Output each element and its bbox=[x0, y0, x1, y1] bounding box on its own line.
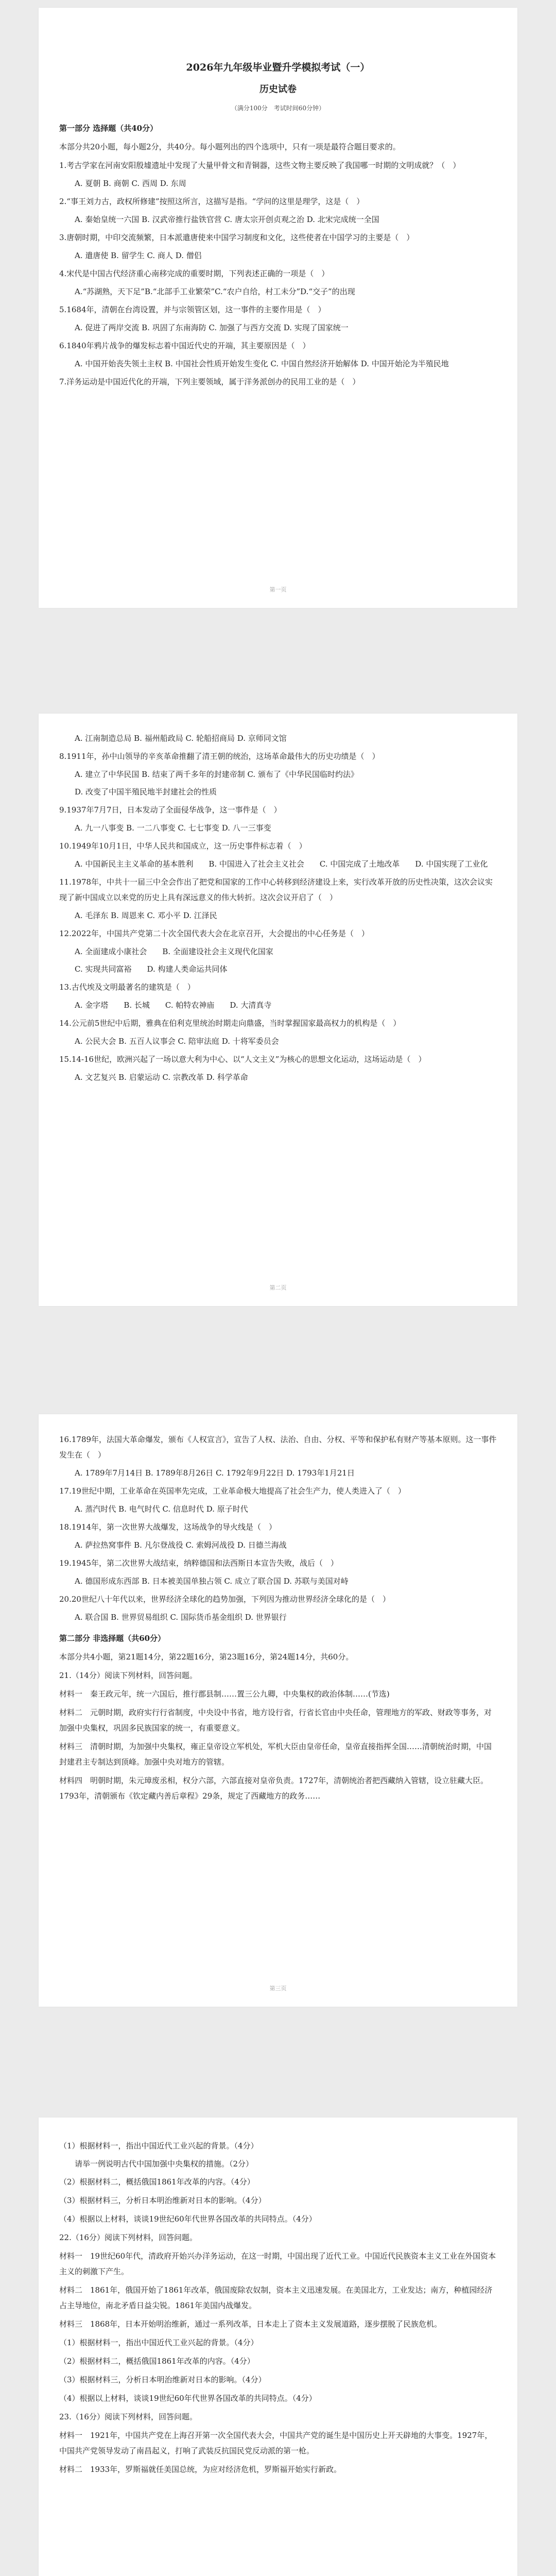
question-9-options: A. 九一八事变 B. 一二八事变 C. 七七事变 D. 八一三事变 bbox=[75, 823, 271, 833]
question-8-options-b: D. 改变了中国半殖民地半封建社会的性质 bbox=[75, 787, 217, 796]
part1-desc: 本部分共20小题，每小题2分，共40分。每小题列出的四个选项中，只有一项是最符合题目要求的。 bbox=[59, 142, 401, 151]
material-3: 材料三 清朝时期，为加强中央集权，雍正皇帝设立军机处，军机大臣由皇帝任命，皇帝直接指挥全国……清朝统治时期，中国封建君主专制达到顶峰。加强中央对地方的管辖。 bbox=[59, 1742, 492, 1767]
question-15-options: A. 文艺复兴 B. 启蒙运动 C. 宗教改革 D. 科学革命 bbox=[75, 1073, 248, 1082]
question-5-options: A. 促进了两岸交流 B. 巩固了东南海防 C. 加强了与西方交流 D. 实现了国家统一 bbox=[75, 323, 349, 332]
material-2: 材料二 元朝时期，政府实行行省制度，中央设中书省，地方设行省，行省长官由中央任命，管理地方的军政、财政等事务，对加强中央集权，巩固多民族国家的统一，有重要意义。 bbox=[59, 1708, 492, 1733]
question-10: 10.1949年10月1日，中华人民共和国成立，这一历史事件标志着（ ） bbox=[59, 841, 307, 851]
question-18-options: A. 萨拉热窝事件 B. 凡尔登战役 C. 索姆河战役 D. 日德兰海战 bbox=[75, 1540, 287, 1550]
question-5: 5.1684年，清朝在台湾设置，并与宗领管区划，这一事件的主要作用是（ ） bbox=[59, 305, 326, 314]
exam-note: （满分100分 考试时间60分钟） bbox=[231, 105, 325, 112]
question-21-sub-1b: 请举一例说明古代中国加强中央集权的措施。（2分） bbox=[75, 2159, 254, 2168]
page-4 bbox=[39, 2117, 517, 2576]
part2-desc: 本部分共4小题，第21题14分，第22题16分，第23题16分，第24题14分，共60分。 bbox=[59, 1652, 354, 1662]
question-22-sub-3: （3）根据材料三，分析日本明治维新对日本的影响。（4分） bbox=[59, 2375, 266, 2384]
question-17-options: A. 蒸汽时代 B. 电气时代 C. 信息时代 D. 原子时代 bbox=[75, 1504, 248, 1514]
page-number: 第一页 bbox=[269, 586, 287, 593]
question-12-options-b: C. 实现共同富裕 D. 构建人类命运共同体 bbox=[75, 964, 228, 974]
question-1: 1.考古学家在河南安阳殷墟遗址中发现了大量甲骨文和青铜器，这些文物主要反映了我国哪一时期的文明成就？（ ） bbox=[59, 161, 461, 170]
question-10-options: A. 中国新民主主义革命的基本胜利 B. 中国进入了社会主义社会 C. 中国完成了土地改革 D. 中国实现了工业化 bbox=[75, 859, 488, 869]
question-4-options: A.“苏湖熟，天下足”B.“北部手工业繁荣”C.“农户自给，村工未分”D.“交子”的出现 bbox=[75, 287, 355, 296]
q22-material-2: 材料二 1861年，俄国开始了1861年改革，俄国废除农奴制，资本主义迅速发展。在美国北方，工业发达；南方，种植园经济占主导地位，南北矛盾日益尖锐。1861年美国内战爆发。 bbox=[59, 2285, 493, 2310]
question-7-options: A. 江南制造总局 B. 福州船政局 C. 轮船招商局 D. 京师同文馆 bbox=[75, 734, 287, 743]
question-20: 20.20世纪八十年代以来，世界经济全球化的趋势加强，下列因为推动世界经济全球化的是（ ） bbox=[59, 1595, 390, 1604]
question-13: 13.古代埃及文明最著名的建筑是（ ） bbox=[59, 982, 195, 992]
question-3: 3.唐朝时期，中印交流频繁，日本派遣唐使来中国学习制度和文化，这些使者在中国学习的主要是（ ） bbox=[59, 233, 414, 242]
question-14: 14.公元前5世纪中后期，雅典在伯利克里统治时期走向鼎盛，当时掌握国家最高权力的机构是（ ） bbox=[59, 1019, 401, 1028]
question-21-sub-3: （3）根据材料三，分析日本明治维新对日本的影响。（4分） bbox=[59, 2196, 266, 2205]
question-8: 8.1911年，孙中山领导的辛亥革命推翻了清王朝的统治，这场革命最伟大的历史功绩是（ ） bbox=[59, 752, 380, 761]
q22-material-1: 材料一 19世纪60年代，清政府开始兴办洋务运动，在这一时期，中国出现了近代工业。中国近代民族资本主义工业在外国资本主义的刺激下产生。 bbox=[59, 2251, 496, 2276]
exam-subject: 历史试卷 bbox=[259, 84, 297, 95]
question-1-options: A. 夏朝 B. 商朝 C. 西周 D. 东周 bbox=[75, 179, 186, 188]
page-number: 第三页 bbox=[269, 1985, 287, 1992]
question-21-sub-2: （2）根据材料二，概括俄国1861年改革的内容。（4分） bbox=[59, 2177, 255, 2187]
question-16-options: A. 1789年7月14日 B. 1789年8月26日 C. 1792年9月22日 D. 1793年1月21日 bbox=[75, 1468, 355, 1478]
question-18: 18.1914年，第一次世界大战爆发，这场战争的导火线是（ ） bbox=[59, 1522, 277, 1532]
question-22-sub-2: （2）根据材料二，概括俄国1861年改革的内容。（4分） bbox=[59, 2357, 255, 2366]
question-21: 21.（14分）阅读下列材料，回答问题。 bbox=[59, 1671, 197, 1680]
question-6: 6.1840年鸦片战争的爆发标志着中国近代史的开端，其主要原因是（ ） bbox=[59, 341, 310, 350]
question-12-options: A. 全面建成小康社会 B. 全面建设社会主义现代化国家 bbox=[75, 947, 273, 956]
question-8-options: A. 建立了中华民国 B. 结束了两千多年的封建帝制 C. 颁布了《中华民国临时约法》 bbox=[75, 770, 358, 779]
q23-material-1: 材料一 1921年，中国共产党在上海召开第一次全国代表大会，中国共产党的诞生是中国历史上开天辟地的大事变。1927年，中国共产党领导发动了南昌起义，打响了武装反抗国民党反动派的第一枪。 bbox=[59, 2431, 493, 2455]
question-12: 12.2022年，中国共产党第二十次全国代表大会在北京召开，大会提出的中心任务是（ ） bbox=[59, 929, 370, 938]
page-2 bbox=[39, 714, 517, 1306]
question-11-options: A. 毛泽东 B. 周恩来 C. 邓小平 D. 江泽民 bbox=[75, 911, 217, 920]
question-15: 15.14-16世纪，欧洲兴起了一场以意大利为中心、以“人文主义”为核心的思想文化运动，这场运动是（ ） bbox=[59, 1055, 426, 1064]
question-6-options: A. 中国开始丧失领土主权 B. 中国社会性质开始发生变化 C. 中国自然经济开始解体 D. 中国开始沦为半殖民地 bbox=[75, 359, 449, 368]
question-22-sub-1: （1）根据材料一，指出中国近代工业兴起的背景。（4分） bbox=[59, 2338, 258, 2347]
q23-material-2: 材料二 1933年，罗斯福就任美国总统，为应对经济危机，罗斯福开始实行新政。 bbox=[59, 2465, 342, 2474]
question-4: 4.宋代是中国古代经济重心南移完成的重要时期，下列表述正确的一项是（ ） bbox=[59, 269, 329, 278]
page-3 bbox=[39, 1414, 517, 2007]
q22-material-3: 材料三 1868年，日本开始明治维新，通过一系列改革，日本走上了资本主义发展道路，逐步摆脱了民族危机。 bbox=[59, 2319, 442, 2329]
exam-title: 2026年九年级毕业暨升学模拟考试（一） bbox=[186, 62, 370, 73]
question-23: 23.（16分）阅读下列材料，回答问题。 bbox=[59, 2412, 197, 2421]
page-1 bbox=[39, 8, 517, 608]
question-3-options: A. 遣唐使 B. 留学生 C. 商人 D. 僧侣 bbox=[75, 251, 202, 260]
question-13-options: A. 金字塔 B. 长城 C. 帕特农神庙 D. 大清真寺 bbox=[75, 1001, 272, 1010]
question-9: 9.1937年7月7日，日本发动了全面侵华战争，这一事件是（ ） bbox=[59, 805, 282, 815]
question-2-options: A. 秦始皇统一六国 B. 汉武帝推行盐铁官营 C. 唐太宗开创贞观之治 D. 北宋完成统一全国 bbox=[75, 215, 379, 224]
question-7: 7.洋务运动是中国近代化的开端，下列主要领域，属于洋务派创办的民用工业的是（ ） bbox=[59, 377, 360, 386]
part2-heading: 第二部分 非选择题（共60分） bbox=[59, 1634, 166, 1643]
part1-heading: 第一部分 选择题（共40分） bbox=[59, 124, 158, 133]
question-16: 16.1789年，法国大革命爆发，颁布《人权宣言》，宣告了人权、法治、自由、分权、平等和保护私有财产等基本原则。这一事件发生在（ ） bbox=[59, 1435, 497, 1460]
question-22-sub-4: （4）根据以上材料，谈谈19世纪60年代世界各国改革的共同特点。（4分） bbox=[59, 2394, 317, 2403]
material-1: 材料一 秦王政元年，统一六国后，推行郡县制……置三公九卿，中央集权的政治体制……(节选) bbox=[59, 1689, 390, 1699]
question-21-sub-1: （1）根据材料一，指出中国近代工业兴起的背景。（4分） bbox=[59, 2141, 258, 2150]
question-20-options: A. 联合国 B. 世界贸易组织 C. 国际货币基金组织 D. 世界银行 bbox=[75, 1613, 287, 1622]
material-4: 材料四 明朝时期，朱元璋废丞相，权分六部，六部直接对皇帝负责。1727年，清朝统治者把西藏纳入管辖，设立驻藏大臣。1793年，清朝颁布《钦定藏内善后章程》29条，规定了西藏地方的政务…… bbox=[59, 1776, 489, 1801]
question-2: 2.“事王刘力古，政权所修建”按照这所言，这描写是指。“学问的这里是理学，这是（ ） bbox=[59, 197, 364, 206]
question-21-sub-4: （4）根据以上材料，谈谈19世纪60年代世界各国改革的共同特点。（4分） bbox=[59, 2214, 317, 2224]
question-19: 19.1945年，第二次世界大战结束，纳粹德国和法西斯日本宣告失败，战后（ ） bbox=[59, 1558, 339, 1568]
question-22: 22.（16分）阅读下列材料，回答问题。 bbox=[59, 2233, 197, 2242]
question-14-options: A. 公民大会 B. 五百人议事会 C. 陪审法庭 D. 十将军委员会 bbox=[75, 1037, 279, 1046]
question-11: 11.1978年，中共十一届三中全会作出了把党和国家的工作中心转移到经济建设上来，实行改革开放的历史性决策，这次会议实现了新中国成立以来党的历史上具有深远意义的伟大转折。这次会议开启了（ ） bbox=[59, 877, 493, 902]
question-17: 17.19世纪中期，工业革命在英国率先完成，工业革命极大地提高了社会生产力，使人类进入了（ ） bbox=[59, 1486, 406, 1496]
page-number: 第二页 bbox=[269, 1284, 287, 1291]
question-19-options: A. 德国形成东西部 B. 日本被美国单独占领 C. 成立了联合国 D. 苏联与美国对峙 bbox=[75, 1577, 349, 1586]
